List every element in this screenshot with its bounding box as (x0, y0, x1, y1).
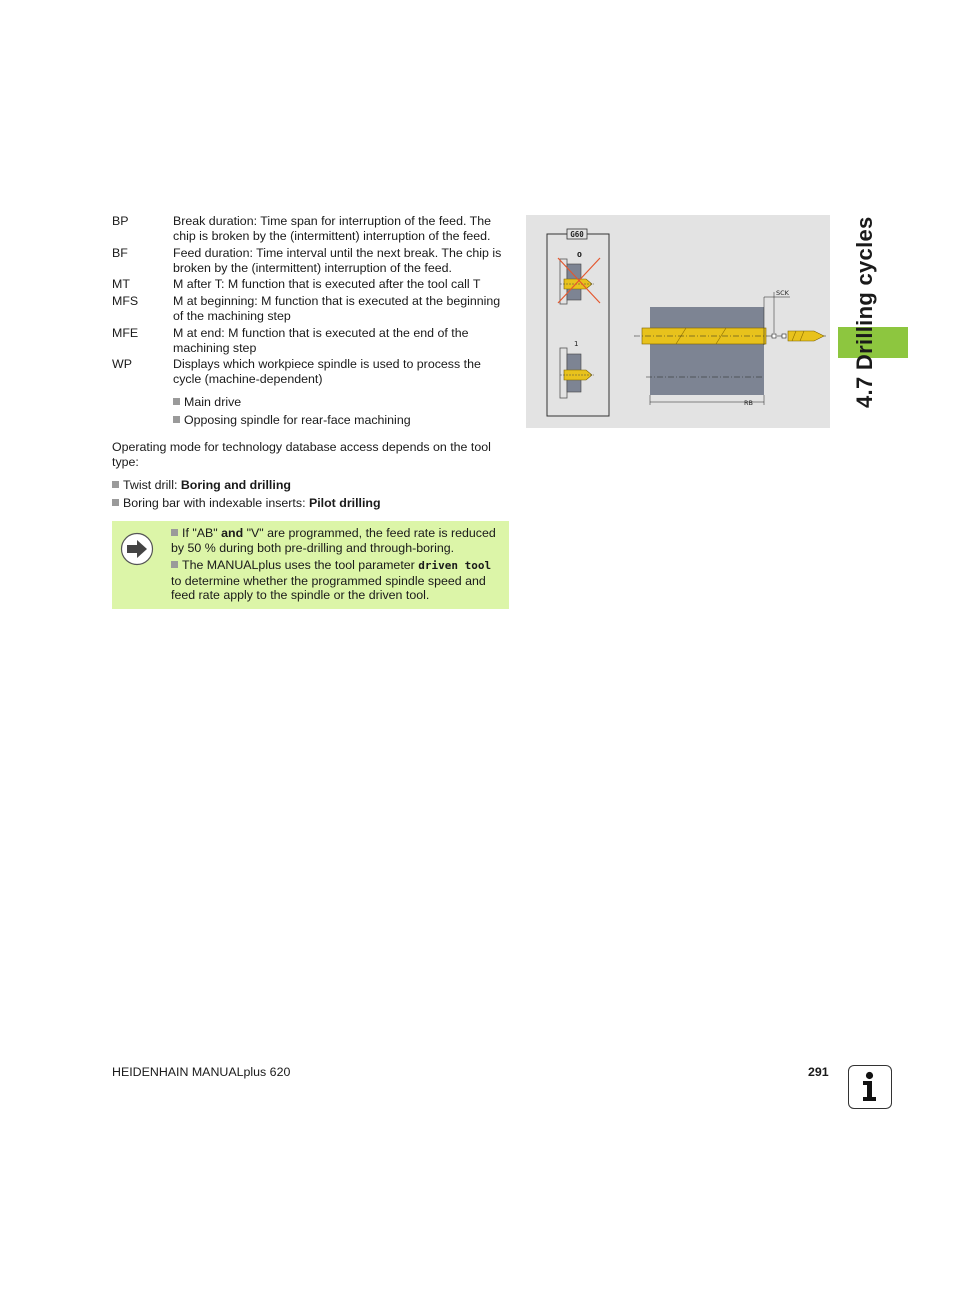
param-desc: Break duration: Time span for interruption of the feed. The chip is broken by the (intermittent) interruption of the feed. (173, 214, 491, 243)
sck-label: SCK (776, 289, 789, 297)
param-row-mfe (112, 326, 512, 356)
param-desc: M at end: M function that is executed at the end of the machining step (173, 326, 469, 355)
tool-type-value: Boring and drilling (180, 478, 291, 492)
spindle-0-label: 0 (577, 251, 582, 259)
option-label: Opposing spindle for rear-face machining (184, 413, 411, 427)
rb-label: RB (744, 399, 753, 407)
note-emphasis: and (221, 526, 244, 540)
bullet-square-icon (112, 499, 119, 506)
drilling-figure (526, 215, 830, 428)
info-glyph-icon (849, 1066, 890, 1107)
bullet-square-icon (173, 398, 180, 405)
drilling-diagram (526, 215, 830, 428)
param-desc: M at beginning: M function that is executed at the beginning of the machining step (173, 294, 501, 323)
param-row-wp (112, 357, 512, 387)
note-text: The MANUALplus uses the tool parameter (182, 558, 419, 572)
param-row-mt (112, 277, 512, 293)
arrow-right-icon (120, 532, 154, 566)
footer-product-name: HEIDENHAIN MANUALplus 620 (112, 1065, 291, 1079)
tool-type-value: Pilot drilling (308, 496, 381, 510)
tool-type-label: Twist drill: (123, 478, 181, 492)
option-label: Main drive (184, 395, 242, 409)
spindle-1-label: 1 (574, 340, 579, 348)
param-code: BP (112, 214, 129, 228)
note-code: driven tool (418, 559, 492, 572)
operating-mode-paragraph: Operating mode for technology database access depends on the tool type: (112, 440, 491, 469)
param-code: BF (112, 246, 128, 260)
param-desc: Displays which workpiece spindle is used to process the cycle (machine-dependent) (173, 357, 481, 386)
note-item-2 (171, 558, 503, 603)
param-row-bf (112, 246, 512, 276)
param-desc: Feed duration: Time interval until the next break. The chip is broken by the (intermittent) interruption of the feed. (173, 246, 502, 275)
bullet-square-icon (173, 416, 180, 423)
note-text: If "AB" (182, 526, 222, 540)
param-row-mfs (112, 294, 512, 324)
bullet-square-icon (112, 481, 119, 488)
param-code: MFS (112, 294, 139, 308)
param-row-bp (112, 214, 512, 244)
info-icon (848, 1065, 892, 1109)
wp-option-main (173, 395, 503, 410)
bullet-square-icon (171, 529, 178, 536)
wp-option-opposing (173, 413, 503, 428)
chapter-title: 4.7 Drilling cycles (852, 216, 877, 408)
param-code: MFE (112, 326, 139, 340)
tool-type-label: Boring bar with indexable inserts: (123, 496, 309, 510)
note-item-1 (171, 526, 503, 555)
param-code: WP (112, 357, 132, 371)
param-code: MT (112, 277, 130, 291)
tool-type-twist-drill (112, 478, 512, 493)
note-text: to determine whether the programmed spindle speed and feed rate apply to the spindle or the driven tool. (171, 573, 486, 602)
note-text: "V" are programmed, the feed rate is reduced by 50 % during both pre-drilling and through-boring. (171, 526, 496, 555)
bullet-square-icon (171, 561, 178, 568)
tool-type-boring-bar (112, 496, 512, 511)
g60-label: G60 (570, 230, 584, 239)
note-box (112, 521, 509, 609)
page-number: 291 (808, 1065, 829, 1079)
param-desc: M after T: M function that is executed after the tool call T (173, 277, 481, 291)
